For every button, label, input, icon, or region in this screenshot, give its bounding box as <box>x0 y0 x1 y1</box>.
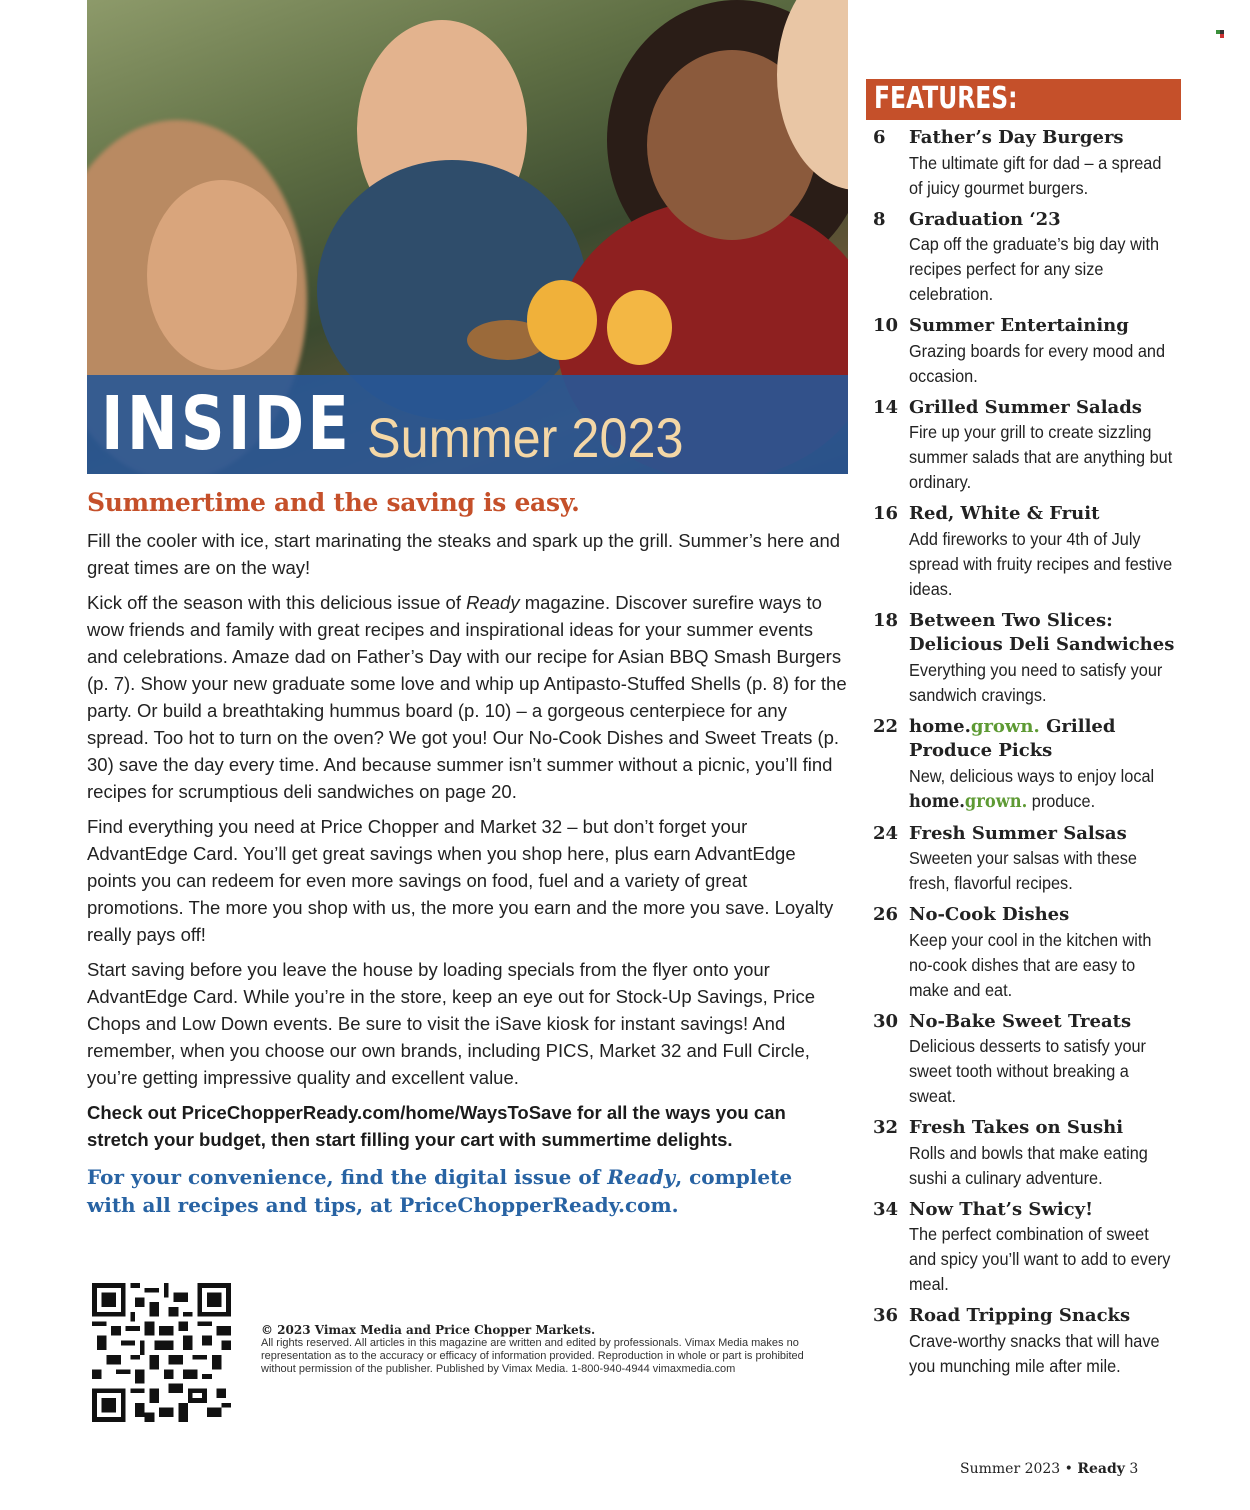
feature-title: Father’s Day Burgers <box>909 127 1124 148</box>
grown-brand: grown. <box>964 791 1028 812</box>
copyright-title: © 2023 Vimax Media and Price Chopper Markets. <box>261 1323 596 1337</box>
text-run: produce. <box>1027 790 1096 811</box>
feature-title: Red, White & Fruit <box>909 503 1100 524</box>
page-number: 3 <box>1129 1461 1139 1477</box>
feature-page: 36 <box>873 1305 899 1326</box>
feature-title: Fresh Summer Salsas <box>909 822 1127 844</box>
feature-description: Fire up your grill to create sizzling summer salads that are anything but ordinary. <box>909 422 1173 492</box>
feature-description <box>909 764 1179 815</box>
copyright-notice <box>261 1324 821 1376</box>
feature-item[interactable] <box>873 126 1178 201</box>
text-run: For your convenience, find the digital issue of <box>87 1165 608 1189</box>
page-footer <box>960 1461 1138 1477</box>
feature-page: 10 <box>873 315 899 336</box>
banner-title: INSIDE <box>101 381 353 467</box>
intro-column <box>87 488 847 1219</box>
intro-paragraph: Fill the cooler with ice, start marinating the steaks and spark up the grill. Summer’s here and great times are on the way! <box>87 530 841 578</box>
qr-code[interactable] <box>91 1283 232 1422</box>
feature-page: 32 <box>873 1117 899 1138</box>
feature-page: 24 <box>873 822 899 844</box>
intro-paragraph <box>87 589 847 805</box>
feature-item[interactable] <box>873 1010 1178 1110</box>
intro-paragraph: Start saving before you leave the house by loading specials from the flyer onto your AdvantEdge Card. While you’re in the store, keep an eye out for Stock-Up Savings, Price Chops and Low Down events. Be sure to visit the iSave kiosk for instant savings! And remember, when you choose our own brands, including PICS, Market 32 and Full Circle, you’re getting impressive quality and excellent value. <box>87 959 816 1088</box>
feature-description: Keep your cool in the kitchen with no-cook dishes that are easy to make and eat. <box>909 929 1152 1000</box>
feature-description: Rolls and bowls that make eating sushi a culinary adventure. <box>909 1142 1148 1188</box>
copyright-body: All rights reserved. All articles in this magazine are written and edited by professionals. Vimax Media makes no representation as to the accuracy or efficacy of information provided. Reproduction in whole or part is prohibited without permission of the publisher. Published by Vimax Media. 1-800-940-4944 vimaxmedia.com <box>261 1337 804 1375</box>
feature-page: 16 <box>873 503 899 524</box>
feature-description: The ultimate gift for dad – a spread of juicy gourmet burgers. <box>909 152 1162 198</box>
feature-title: Fresh Takes on Sushi <box>909 1117 1124 1138</box>
text-run: , complete with all recipes and tips, at PriceChopperReady.com. <box>87 1165 793 1217</box>
feature-title <box>909 715 1178 764</box>
feature-page: 30 <box>873 1010 899 1032</box>
feature-title: Summer Entertaining <box>909 315 1129 336</box>
feature-item[interactable] <box>873 1304 1178 1379</box>
photo-shape <box>607 290 672 365</box>
feature-item[interactable] <box>873 502 1178 602</box>
feature-page: 26 <box>873 904 899 925</box>
features-heading: FEATURES: <box>874 81 1018 116</box>
feature-item[interactable] <box>873 314 1178 389</box>
feature-page: 18 <box>873 609 899 631</box>
features-list <box>873 126 1178 1386</box>
feature-title: Graduation ‘23 <box>909 208 1061 230</box>
feature-page: 14 <box>873 396 899 418</box>
feature-page: 6 <box>873 127 886 148</box>
digital-issue-callout <box>87 1163 847 1219</box>
feature-title: Grilled Summer Salads <box>909 396 1142 418</box>
feature-description: Delicious desserts to satisfy your sweet tooth without breaking a sweat. <box>909 1036 1146 1106</box>
intro-paragraph: Find everything you need at Price Chopper and Market 32 – but don’t forget your AdvantEdge Card. You’ll get great savings when you shop here, plus earn AdvantEdge points you can redeem for even more savings on food, fuel and a variety of great promotions. The more you shop with us, the more you earn and the more you save. Loyalty really pays off! <box>87 816 834 945</box>
feature-description: Sweeten your salsas with these fresh, flavorful recipes. <box>909 848 1137 893</box>
feature-title: Now That’s Swicy! <box>909 1198 1093 1220</box>
photo-shape <box>527 280 597 360</box>
footer-issue: Summer 2023 <box>960 1461 1061 1477</box>
photo-shape <box>147 180 297 370</box>
feature-description: Grazing boards for every mood and occasion. <box>909 340 1166 386</box>
text-run: New, delicious ways to enjoy local <box>909 765 1155 786</box>
feature-title: No-Cook Dishes <box>909 904 1070 925</box>
feature-title: Between Two Slices: Delicious Deli Sandwiches <box>909 609 1175 655</box>
magazine-name: Ready <box>607 1165 676 1189</box>
home-brand: home. <box>909 791 965 812</box>
banner-subtitle: Summer 2023 <box>367 406 684 469</box>
feature-item[interactable] <box>873 903 1178 1003</box>
footer-bullet: • <box>1064 1461 1073 1477</box>
feature-item[interactable] <box>873 1116 1178 1191</box>
text-run: Kick off the season with this delicious issue of <box>87 592 467 613</box>
magazine-name: Ready <box>466 592 520 613</box>
features-heading-bar <box>866 79 1181 120</box>
feature-title: Road Tripping Snacks <box>909 1305 1131 1326</box>
feature-description: Add fireworks to your 4th of July spread with fruity recipes and festive ideas. <box>909 528 1173 599</box>
footer-magazine: Ready <box>1077 1461 1125 1477</box>
inside-banner <box>87 375 848 474</box>
feature-item[interactable] <box>873 715 1178 815</box>
feature-description: Crave-worthy snacks that will have you munching mile after mile. <box>909 1330 1160 1376</box>
feature-description: The perfect combination of sweet and spicy you’ll want to add to every meal. <box>909 1224 1171 1294</box>
registration-mark-icon <box>1216 30 1224 38</box>
feature-item[interactable] <box>873 396 1178 496</box>
feature-page: 22 <box>873 715 899 737</box>
feature-item[interactable] <box>873 609 1178 708</box>
feature-description: Cap off the graduate’s big day with recipes perfect for any size celebration. <box>909 234 1160 304</box>
feature-item[interactable] <box>873 1198 1178 1298</box>
intro-headline: Summertime and the saving is easy. <box>87 488 580 517</box>
grown-brand: grown. <box>970 715 1040 737</box>
feature-title: No-Bake Sweet Treats <box>909 1010 1132 1032</box>
text-run: magazine. Discover surefire ways to wow friends and family with great recipes and inspirational ideas for your summer events and celebrations. Amaze dad on Father’s Day with our recipe for Asian BBQ Smash Burgers (p. 7). Show your new graduate some love and whip up Antipasto-Stuffed Shells (p. 8) for the party. Or build a breathtaking hummus board (p. 10) – a gorgeous centerpiece for any spread. Too hot to turn on the oven? We got you! Our No-Cook Dishes and Sweet Treats (p. 30) save the day every time. And because summer isn’t summer without a picnic, you’ll find recipes for scrumptious deli sandwiches on page 20. <box>87 592 847 802</box>
home-brand: home. <box>909 715 971 737</box>
feature-item[interactable] <box>873 208 1178 308</box>
ways-to-save-callout: Check out PriceChopperReady.com/home/WaysToSave for all the ways you can stretch your budget, then start filling your cart with summertime delights. <box>87 1102 786 1150</box>
feature-description: Everything you need to satisfy your sandwich cravings. <box>909 659 1163 705</box>
feature-page: 8 <box>873 208 886 230</box>
feature-page: 34 <box>873 1198 899 1220</box>
text-run: Grilled Produce Picks <box>909 715 1116 761</box>
feature-item[interactable] <box>873 822 1178 897</box>
